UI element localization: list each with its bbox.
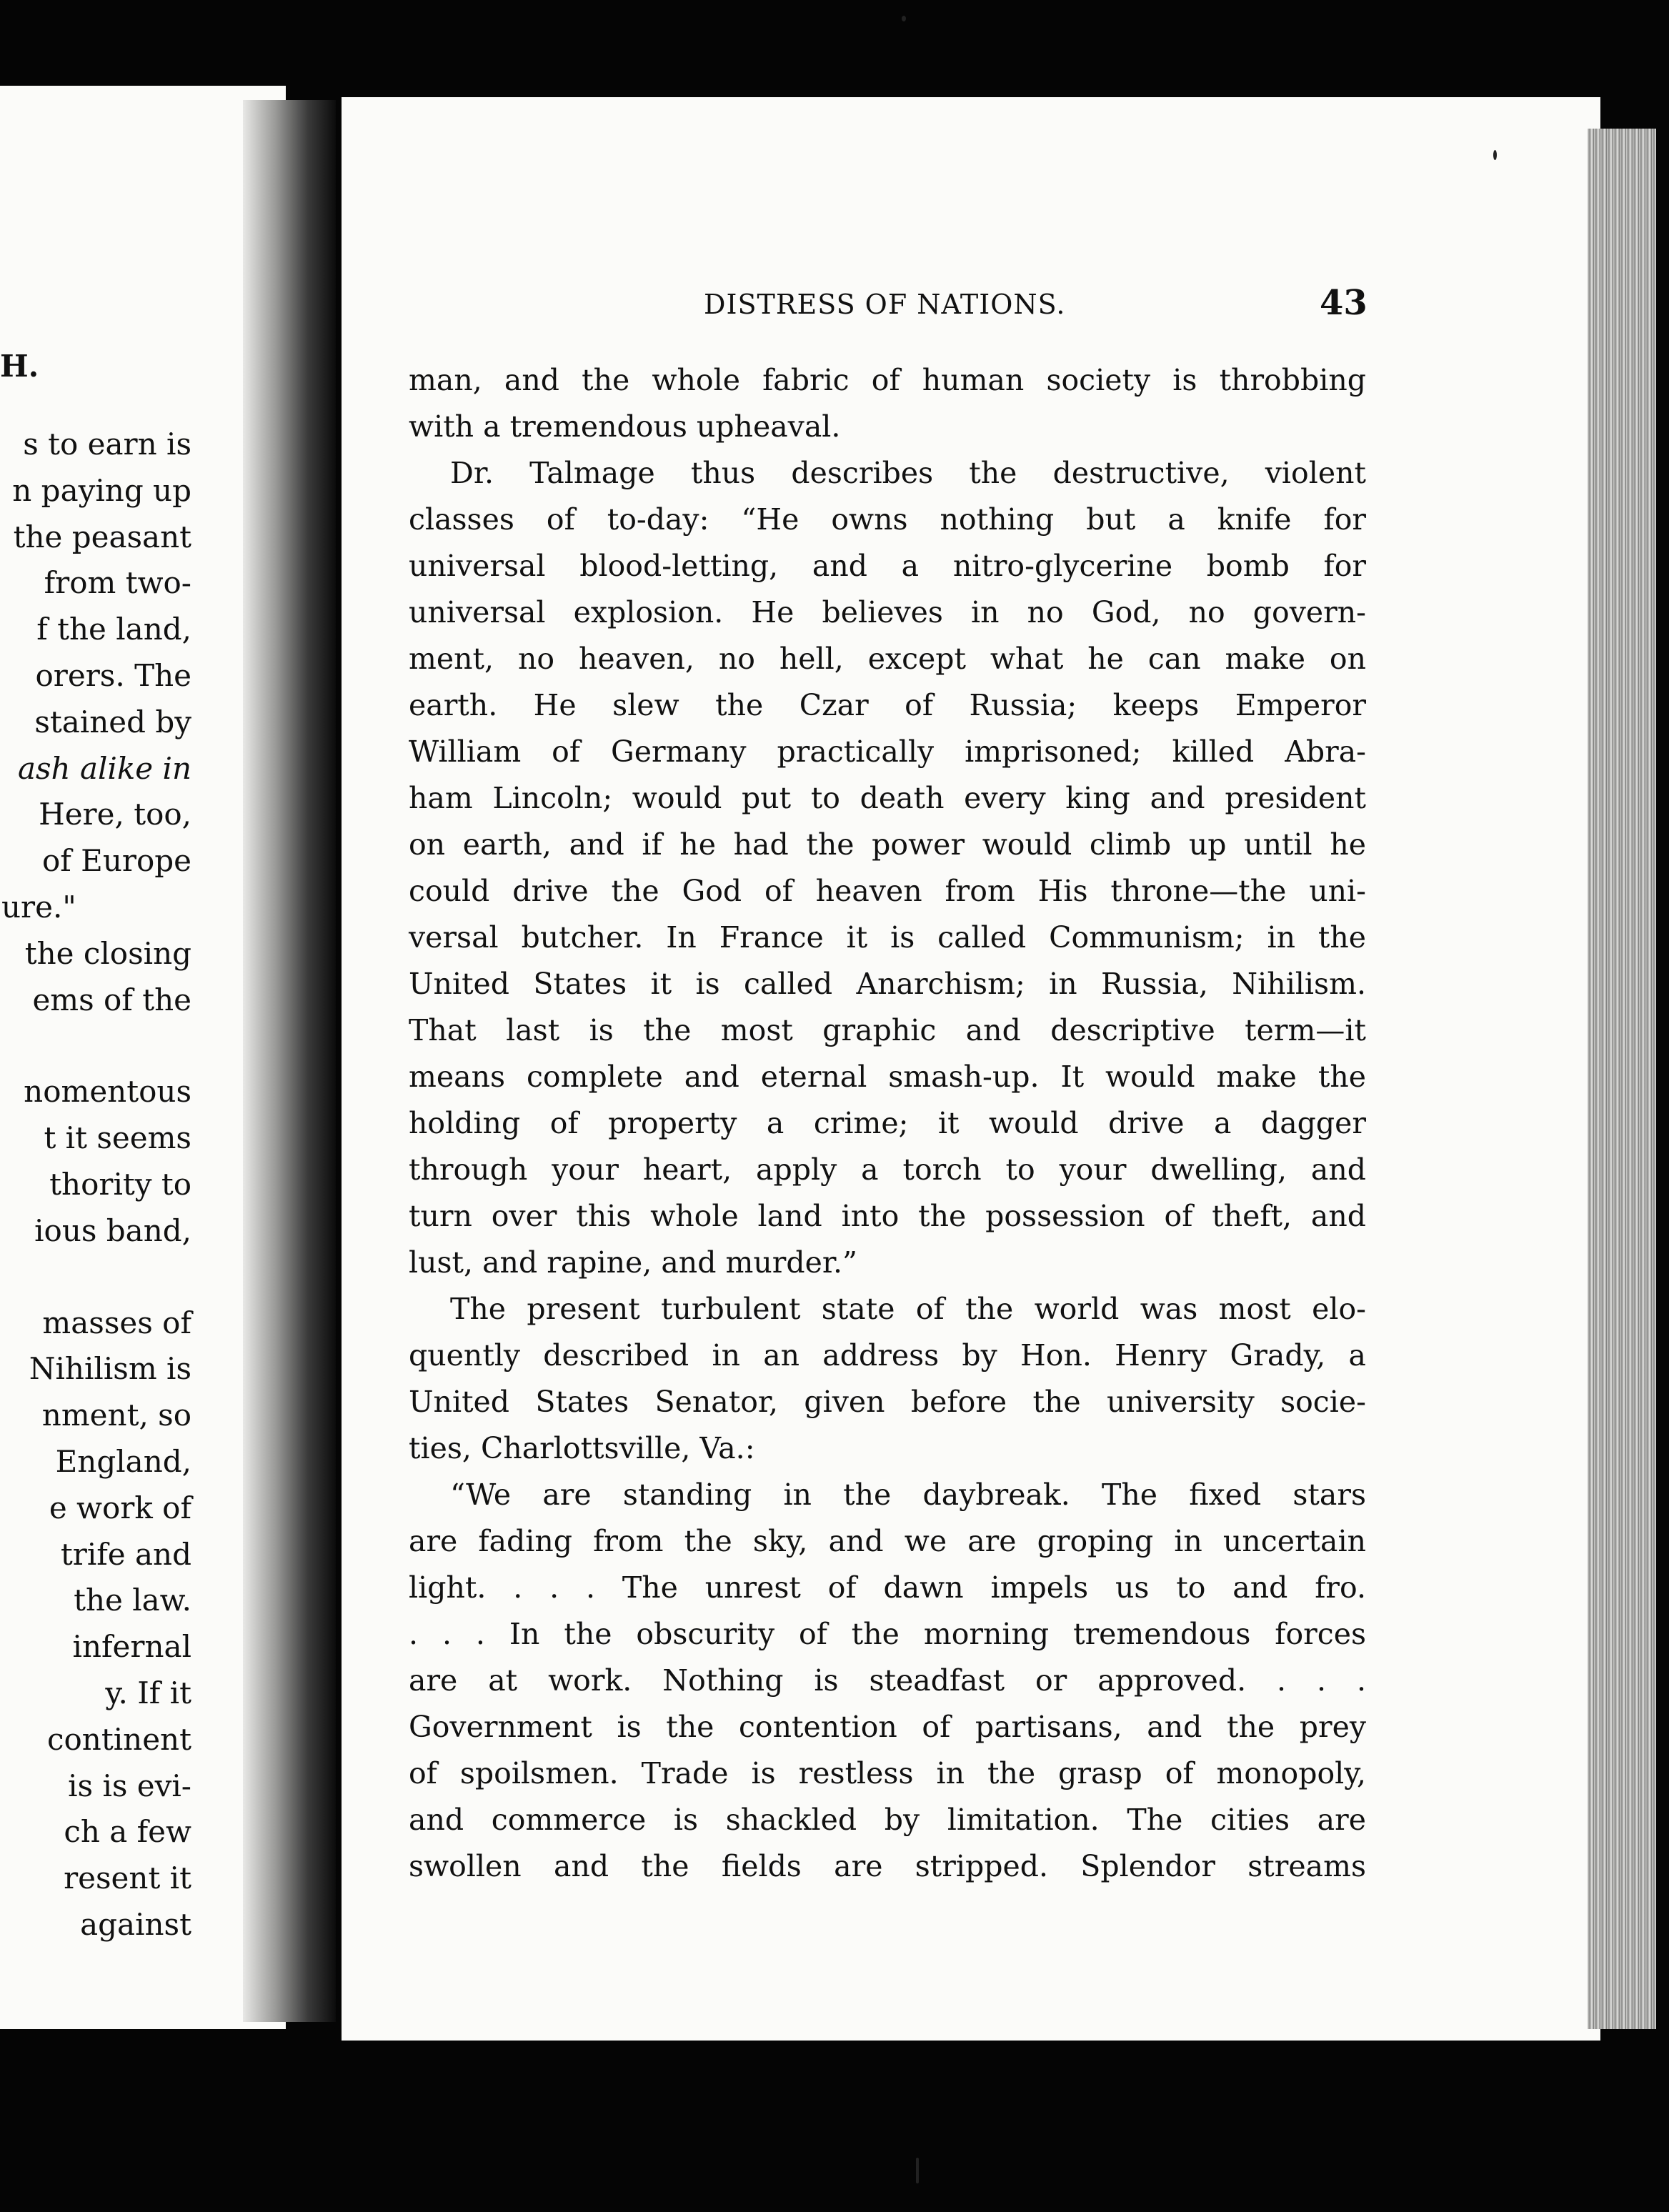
left-line: continent [46, 1721, 191, 1757]
text-line: light. . . . The unrest of dawn impels us to and fro. [409, 1570, 1366, 1605]
scan-speck [1493, 150, 1497, 160]
left-page-text [0, 422, 191, 1948]
left-line: resent it [64, 1860, 191, 1896]
left-line: of Europe [42, 843, 191, 879]
text-line: lust, and rapine, and murder.” [409, 1245, 857, 1280]
text-line: through your heart, apply a torch to your dwelling, and [409, 1152, 1366, 1187]
text-line: holding of property a crime; it would drive a dagger [409, 1106, 1366, 1140]
page-edges [1588, 129, 1656, 2029]
left-line: nment, so [41, 1398, 191, 1433]
left-line: infernal [72, 1629, 191, 1665]
left-line: from two- [44, 565, 191, 601]
left-line: ash alike in [17, 750, 191, 786]
text-line: Government is the contention of partisans, and the prey [409, 1710, 1366, 1744]
text-line: with a tremendous upheaval. [409, 409, 841, 444]
text-line: United States Senator, given before the university socie- [409, 1385, 1366, 1419]
left-line: trife and [60, 1536, 191, 1572]
left-line: s to earn is [23, 427, 191, 462]
left-line: masses of [42, 1305, 191, 1340]
left-page-header: H. [0, 349, 39, 384]
text-line: “We are standing in the daybreak. The fixed stars [450, 1478, 1366, 1512]
left-line: e work of [49, 1490, 191, 1525]
left-line: the closing [24, 935, 191, 971]
scan-speck [902, 16, 906, 21]
left-line: t it seems [44, 1120, 191, 1156]
running-title: DISTRESS OF NATIONS. [704, 289, 1066, 320]
text-line: That last is the most graphic and descriptive term—it [409, 1013, 1366, 1047]
text-line: turn over this whole land into the possession of theft, and [409, 1199, 1366, 1233]
text-line: ties, Charlottsville, Va.: [409, 1431, 755, 1465]
left-line: y. If it [105, 1675, 191, 1710]
text-line: ham Lincoln; would put to death every king and president [409, 781, 1366, 815]
text-line: The present turbulent state of the world was most elo- [450, 1292, 1366, 1326]
text-line: could drive the God of heaven from His throne—the uni- [409, 874, 1366, 908]
text-line: and commerce is shackled by limitation. The cities are [409, 1803, 1366, 1837]
text-line: William of Germany practically imprisoned; killed Abra- [409, 734, 1366, 769]
text-line: United States it is called Anarchism; in Russia, Nihilism. [409, 967, 1366, 1001]
text-line: Dr. Talmage thus describes the destructive, violent [450, 456, 1366, 490]
left-line: stained by [34, 704, 191, 739]
text-line: earth. He slew the Czar of Russia; keeps Emperor [409, 688, 1366, 722]
left-line: Here, too, [39, 797, 191, 832]
text-line: are at work. Nothing is steadfast or approved. . . . [409, 1663, 1366, 1698]
book-gutter-shadow [243, 100, 336, 2022]
left-line: is is evi- [68, 1768, 191, 1803]
scan-speck [916, 2158, 919, 2183]
left-line: the law. [74, 1583, 191, 1618]
text-line: swollen and the fields are stripped. Splendor streams [409, 1849, 1366, 1883]
left-line: ious band, [34, 1212, 191, 1248]
left-line: ems of the [32, 982, 191, 1017]
left-line: Nihilism is [29, 1351, 191, 1387]
text-line: are fading from the sky, and we are groping in uncertain [409, 1524, 1366, 1558]
left-line: orers. The [35, 657, 191, 693]
left-line: nomentous [24, 1074, 191, 1110]
left-line: the peasant [13, 519, 191, 554]
text-line: . . . In the obscurity of the morning tremendous forces [409, 1617, 1366, 1651]
page-number: 43 [1320, 283, 1367, 323]
text-line: classes of to-day: “He owns nothing but a knife for [409, 502, 1366, 537]
left-line: f the land, [36, 612, 191, 647]
left-line: ure." [1, 889, 76, 925]
left-line: against [80, 1906, 191, 1942]
text-line: of spoilsmen. Trade is restless in the grasp of monopoly, [409, 1756, 1366, 1790]
left-line: n paying up [12, 472, 191, 508]
left-line: ch a few [64, 1814, 191, 1850]
text-line: quently described in an address by Hon. Henry Grady, a [409, 1338, 1366, 1372]
text-line: on earth, and if he had the power would climb up until he [409, 827, 1366, 862]
text-line: universal blood-letting, and a nitro-glycerine bomb for [409, 549, 1366, 583]
text-line: versal butcher. In France it is called Communism; in the [409, 920, 1366, 955]
text-line: means complete and eternal smash-up. It would make the [409, 1060, 1366, 1094]
body-text [409, 357, 1366, 1890]
text-line: universal explosion. He believes in no God, no govern- [409, 595, 1366, 629]
left-line: thority to [49, 1166, 191, 1202]
left-line: England, [55, 1443, 191, 1479]
text-line: man, and the whole fabric of human society is throbbing [409, 363, 1366, 397]
text-line: ment, no heaven, no hell, except what he can make on [409, 642, 1366, 676]
